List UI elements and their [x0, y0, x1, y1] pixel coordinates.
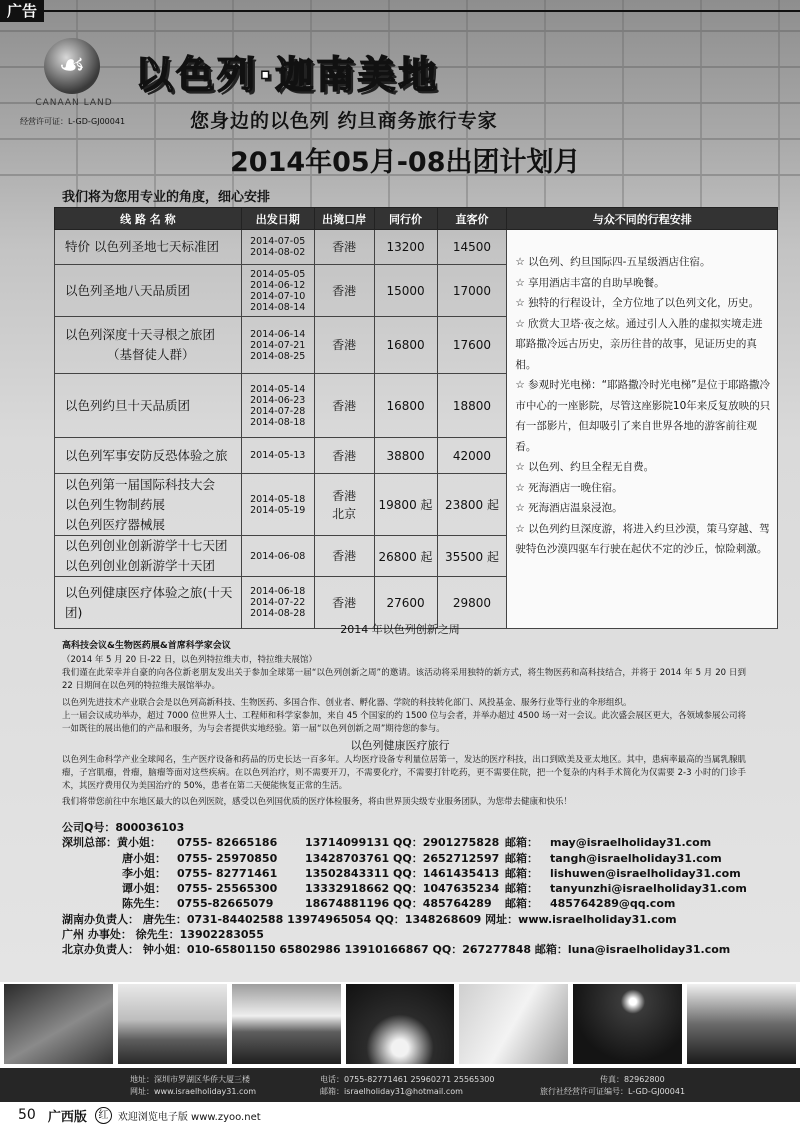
contact-row [62, 835, 752, 850]
route-name-line: 特价 以色列圣地七天标准团 [65, 239, 219, 254]
departure-dates [241, 265, 314, 317]
date-line: 2014-06-12 [250, 279, 306, 291]
address-bar [0, 1068, 800, 1102]
departure-dates [241, 438, 314, 474]
date-line: 2014-07-21 [250, 339, 306, 351]
contact-email[interactable]: 485764289@qq.com [550, 897, 676, 911]
hunan-office: 湖南办负责人： 唐先生：0731-84402588 13974965054 QQ：1348268609 网址：www.israelholiday31.com [62, 912, 677, 926]
direct-price: 42000 [437, 438, 507, 474]
subtitle: 您身边的以色列 约旦商务旅行专家 [190, 110, 498, 132]
feature-item: ☆ 死海酒店一晚住宿。 [515, 481, 623, 494]
date-line: 2014-05-14 [250, 383, 306, 395]
ad-tag: 广告 [0, 0, 44, 22]
contact-name: 深圳总部：黄小姐： [62, 836, 161, 850]
feature-item: ☆ 参观时光电梯：“耶路撒冷时光电梯”是位于耶路撒冷市中心的一座影院，尽管这座影院10年来反复放映的只有一部影片，但却吸引了来自世界各地的游客前往观看。 [515, 379, 771, 453]
direct-price: 23800 起 [437, 474, 507, 536]
logo-text: CANAAN LAND [35, 98, 113, 108]
direct-price: 29800 [437, 577, 507, 629]
email-label: 邮箱： [505, 851, 538, 865]
departure-dates [241, 230, 314, 265]
port [314, 265, 374, 317]
email-label: 邮箱： [505, 897, 538, 911]
feature-item: ☆ 以色列约旦深度游，将进入约旦沙漠，策马穿越、驾驶特色沙漠四驱车行驶在起伏不定的沙丘，惊险刺激。 [515, 522, 770, 555]
email-label: 邮箱： [505, 866, 538, 880]
feature-item: ☆ 独特的行程设计，全方位地了以色列文化，历史。 [515, 297, 760, 309]
contact-row [62, 896, 752, 911]
contact-phone: 0755- 82771461 [177, 866, 278, 880]
date-line: 2014-05-13 [250, 450, 306, 461]
route-name-line: 以色列军事安防反恐体验之旅 [65, 447, 228, 463]
plan-title: 2014年05月-08出团计划月 [230, 147, 581, 178]
date-line: 2014-07-10 [250, 290, 306, 302]
address-row [130, 1074, 800, 1086]
route-name-line: 以色列第一届国际科技大会 [65, 476, 216, 492]
date-line: 2014-08-18 [250, 416, 306, 428]
route-name-line: 以色列医疗器械展 [65, 516, 166, 532]
innovation-week-title: 2014 年以色列创新之周 [340, 623, 460, 636]
contact-name: 李小姐： [122, 866, 166, 880]
agency-license: 旅行社经营许可证编号：L-GD-GJ00041 [540, 1087, 686, 1096]
contact-email[interactable]: tanyunzhi@israelholiday31.com [550, 882, 747, 896]
innovation-dateline: （2014 年 5 月 20 日-22 日，以色列特拉维夫市，特拉维夫展馆） [62, 655, 317, 665]
route-name [55, 317, 242, 374]
innovation-subhead: 高科技会议&生物医药展&首席科学家会议 [62, 641, 231, 651]
table-row [55, 230, 778, 265]
website[interactable]: 网址：www.israelholiday31.com [130, 1087, 257, 1096]
port [314, 374, 374, 438]
date-line: 2014-07-05 [250, 236, 306, 247]
email-label: 邮箱： [505, 882, 538, 896]
date-line: 2014-05-19 [250, 504, 306, 516]
contact-mobile-qq: 18674881196 QQ：485764289 [305, 897, 492, 911]
night-city-photo [573, 984, 682, 1064]
date-line: 2014-08-14 [250, 301, 306, 313]
port-line: 香港 [332, 549, 357, 563]
top-rule [44, 10, 800, 12]
beijing-office: 北京办负责人： 钟小姐：010-65801150 65802986 13910166867 QQ：267277848 邮箱：luna@israelholiday31.com [62, 943, 731, 957]
feature-item: ☆ 享用酒店丰富的自助早晚餐。 [515, 276, 665, 289]
date-line: 2014-08-25 [250, 350, 306, 362]
contact-phone: 0755- 25565300 [177, 882, 278, 896]
contact-name: 谭小姐： [122, 882, 166, 896]
header-port: 出境口岸 [314, 208, 374, 230]
direct-price: 35500 起 [437, 536, 507, 577]
port [314, 230, 374, 265]
contact-phone: 0755- 82665186 [177, 836, 278, 850]
medical-paragraph: 以色列生命科学产业全球闻名，生产医疗设备和药品的历史长达一百多年。人均医疗设备专利量位居第一，发达的医疗科技，出口到欧美及亚太地区。其中，患病率最高的当属乳腺肌瘤，子宫肌瘤，骨瘤，脑瘤等面对这些疾病。在以色列治疗，则不需要开刀，不需要化疗，不需要打针吃药，更不需要住院，把一个复杂的内科手术简化为仅需要 2-3 小时的门诊手术，其医疗费用仅为美国治疗的 50%，患者在第二天便能恢复正常的生活。 [62, 755, 746, 791]
departure-dates [241, 536, 314, 577]
photo-strip [4, 984, 796, 1064]
route-name-line: 以色列圣地八天品质团 [65, 282, 191, 298]
port-line: 香港 [332, 448, 357, 463]
route-name [55, 230, 242, 265]
table-header-row [55, 208, 778, 230]
header-direct-price: 直客价 [437, 208, 507, 230]
contact-phone: 0755- 25970850 [177, 851, 278, 865]
innovation-paragraph: 上一届会议成功举办，超过 7000 位世界人士、工程师和科学家参加，来自 45 个国家的约 1500 位与会者，并举办超过 4500 场一对一会议。此次盛会展区更大，各领域参展公司将一如既往的展出他们的产品和服务，为与会者提供实地经验。第一届“以色列创新之周”期待您的参与。 [62, 711, 746, 734]
slogan: 我们将为您用专业的角度，细心安排 [62, 190, 271, 205]
license-number: 经营许可证：L-GD-GJ00041 [20, 117, 126, 126]
date-line: 2014-05-05 [250, 268, 306, 280]
direct-price: 14500 [437, 230, 507, 265]
fax: 传真：82962800 [600, 1075, 665, 1084]
route-name [55, 265, 242, 317]
email-label: 邮箱： [505, 836, 538, 850]
date-line: 2014-06-14 [250, 328, 306, 340]
route-name-line: 以色列深度十天寻根之旅团 [65, 327, 216, 342]
feature-item: ☆ 死海酒店温泉浸泡。 [515, 502, 623, 514]
port [314, 474, 374, 536]
direct-price: 17000 [437, 265, 507, 317]
contact-email[interactable]: lishuwen@israelholiday31.com [550, 866, 741, 880]
port [314, 536, 374, 577]
innovation-paragraph: 我们谨在此荣幸并自豪的向各位新老朋友发出关于参加全球第一届“以色列创新之周”的邀请。该活动将采用独特的新方式，将生物医药和高科技结合，并将于 2014 年 5 月 20 日到 22 日期间在以色列的特拉维夫展馆举办。 [62, 668, 746, 691]
orthodox-people-photo [687, 984, 796, 1064]
port-line: 香港 [332, 488, 357, 503]
peer-price: 19800 起 [374, 474, 437, 536]
route-name-line: 以色列约旦十天品质团 [65, 397, 191, 413]
contact-email[interactable]: may@israelholiday31.com [550, 836, 712, 850]
port-line: 北京 [332, 506, 357, 521]
route-name-line: 以色列生物制药展 [65, 496, 166, 512]
company-qq: 公司Q号：800036103 [62, 821, 185, 834]
route-name-line: 以色列创业创新游学十七天团 [65, 538, 228, 553]
route-name [55, 438, 242, 474]
peer-price: 38800 [374, 438, 437, 474]
medical-paragraph: 我们将带您前往中东地区最大的以色列医院，感受以色列国优质的医疗体检服务，将由世界顶尖级专业服务团队，为您带去健康和快乐！ [62, 797, 573, 807]
contact-block [62, 820, 752, 958]
direct-price: 17600 [437, 317, 507, 374]
port-line: 香港 [332, 283, 357, 298]
date-line: 2014-07-22 [250, 597, 306, 608]
departure-dates [241, 374, 314, 438]
page-footer [0, 1104, 800, 1126]
date-line: 2014-08-28 [250, 608, 306, 619]
date-line: 2014-07-28 [250, 405, 306, 417]
departure-dates [241, 474, 314, 536]
date-line: 2014-06-18 [250, 586, 306, 597]
contact-row [62, 851, 752, 866]
route-name-line: 以色列创业创新游学十天团 [65, 558, 216, 573]
peer-price: 13200 [374, 230, 437, 265]
jerusalem-photo [118, 984, 227, 1064]
church-window-photo [346, 984, 455, 1064]
port [314, 317, 374, 374]
main-title: 以色列·迦南美地 [135, 53, 440, 97]
innovation-paragraph: 以色列先进技术产业联合会是以色列高新科技、生物医药、多国合作、创业者、孵化器、学院的科技转化部门、风投基金、服务行业等行业的伞形组织。 [62, 698, 632, 708]
date-line: 2014-05-18 [250, 493, 306, 505]
email[interactable]: 邮箱：israelholiday31@hotmail.com [320, 1087, 463, 1096]
medical-travel-title: 以色列健康医疗旅行 [350, 739, 450, 752]
peer-price: 15000 [374, 265, 437, 317]
dead-sea-photo [232, 984, 341, 1064]
port-line: 香港 [332, 240, 357, 254]
direct-price: 18800 [437, 374, 507, 438]
phone: 电话：0755-82771461 25960271 25565300 [320, 1075, 495, 1084]
contact-mobile-qq: 13502843311 QQ：1461435413 [305, 866, 500, 880]
petra-photo [4, 984, 113, 1064]
feature-item: ☆ 欣赏大卫塔·夜之炫。通过引人入胜的虚拟实境走进耶路撒冷远古历史，亲历往昔的故事，见证历史的真相。 [515, 317, 763, 371]
contact-row [62, 866, 752, 881]
route-name-line: 以色列健康医疗体验之旅(十天团) [65, 584, 233, 620]
dead-sea-floating-photo [459, 984, 568, 1064]
date-line: 2014-06-23 [250, 394, 306, 406]
peer-price: 27600 [374, 577, 437, 629]
page-number: 50 [18, 1107, 36, 1123]
welcome-text[interactable]: 欢迎浏览电子版 www.zyoo.net [117, 1111, 261, 1123]
route-name [55, 474, 242, 536]
route-name-line: （基督徒人群） [107, 347, 195, 362]
feature-item: ☆ 以色列、约旦全程无自费。 [515, 461, 655, 473]
peer-price: 16800 [374, 374, 437, 438]
peer-price: 26800 起 [374, 536, 437, 577]
port-line: 香港 [332, 595, 357, 610]
tour-table [54, 207, 778, 629]
header-route-name: 线 路 名 称 [55, 208, 242, 230]
edition-label: 广西版 [47, 1109, 87, 1125]
date-line: 2014-06-08 [250, 550, 306, 562]
features-list [507, 230, 778, 629]
contact-mobile-qq: 13428703761 QQ：2652712597 [305, 851, 500, 865]
header-departure-date: 出发日期 [241, 208, 314, 230]
port [314, 438, 374, 474]
contact-name: 陈先生： [122, 897, 166, 911]
guangzhou-office: 广州 办事处： 徐先生：13902283055 [62, 928, 264, 942]
feature-item: ☆ 以色列、约旦国际四-五星级酒店住宿。 [515, 256, 711, 268]
peer-price: 16800 [374, 317, 437, 374]
web-row [130, 1086, 800, 1098]
date-line: 2014-08-02 [250, 247, 306, 258]
header-features: 与众不同的行程安排 [507, 208, 778, 230]
header-peer-price: 同行价 [374, 208, 437, 230]
hong-logo-icon: 红 [95, 1107, 112, 1124]
dove-logo-icon: ☙ [44, 38, 100, 94]
contact-row [62, 881, 752, 896]
contact-name: 唐小姐： [122, 851, 166, 865]
contact-mobile-qq: 13714099131 QQ：2901275828 [305, 836, 500, 850]
port-line: 香港 [332, 338, 357, 352]
address: 地址：深圳市罗湖区华侨大厦三楼 [130, 1075, 250, 1084]
departure-dates [241, 317, 314, 374]
route-name [55, 536, 242, 577]
contact-mobile-qq: 13332918662 QQ：1047635234 [305, 882, 500, 896]
contact-email[interactable]: tangh@israelholiday31.com [550, 851, 722, 865]
route-name [55, 374, 242, 438]
contact-phone: 0755-82665079 [177, 897, 274, 911]
port-line: 香港 [332, 398, 357, 413]
